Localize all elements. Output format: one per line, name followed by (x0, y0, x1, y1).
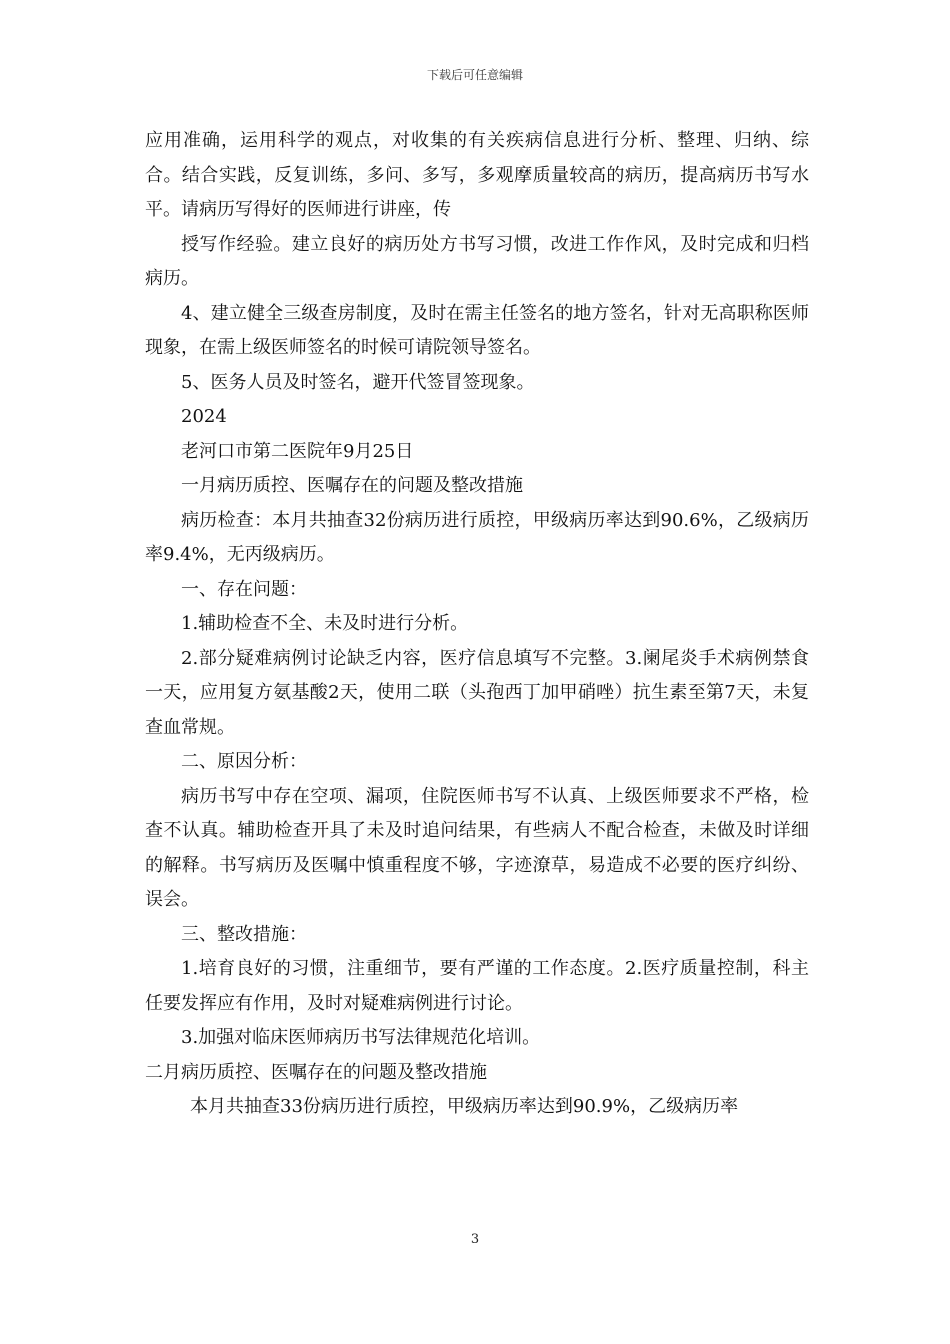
page-number: 3 (470, 1232, 480, 1247)
section-title-january: 一月病历质控、医嘱存在的问题及整改措施 (181, 475, 523, 496)
heading-measures: 三、整改措施： (181, 923, 307, 945)
paragraph-1: 应用准确，运用科学的观点，对收集的有关疾病信息进行分析、整理、归纳、综合。结合实践，反复训练，多问、多写，多观摩质量较高的病历，提高病历书写水平。请病历写得好的医师进行讲座，传 (145, 130, 809, 220)
paragraph-4: 5、医务人员及时签名，避开代签冒签现象。 (181, 371, 535, 393)
paragraph-2: 授写作经验。建立良好的病历处方书写习惯，改进工作作风，及时完成和归档病历。 (145, 233, 809, 289)
problem-2-3: 2.部分疑难病例讨论缺乏内容，医疗信息填写不完整。3.阑尾炎手术病例禁食一天，应用复方氨基酸2天，使用二联（头孢西丁加甲硝唑）抗生素至第7天，未复查血常规。 (145, 647, 809, 738)
paragraph-analysis: 病历书写中存在空项、漏项，住院医师书写不认真、上级医师要求不严格，检查不认真。辅助检查开具了未及时追问结果，有些病人不配合检查，未做及时详细的解释。书写病历及医嘱中慎重程度不够，字迹潦草，易造成不必要的医疗纠纷、误会。 (145, 785, 809, 910)
measure-3: 3.加强对临床医师病历书写法律规范化培训。 (181, 1027, 541, 1048)
heading-analysis: 二、原因分析： (181, 751, 307, 772)
document-body (145, 124, 809, 1125)
paragraph-signature: 老河口市第二医院年9月25日 (181, 440, 414, 462)
paragraph-inspection: 病历检查：本月共抽查32份病历进行质控，甲级病历率达到90.6%，乙级病历率9.4%，无丙级病历。 (145, 509, 809, 565)
measure-1-2: 1.培育良好的习惯，注重细节，要有严谨的工作态度。2.医疗质量控制，科主任要发挥应有作用，及时对疑难病例进行讨论。 (145, 958, 809, 1014)
section-title-february: 二月病历质控、医嘱存在的问题及整改措施 (145, 1061, 487, 1083)
paragraph-year: 2024 (181, 406, 227, 427)
heading-problems: 一、存在问题： (181, 578, 307, 600)
problem-1: 1.辅助检查不全、未及时进行分析。 (181, 613, 469, 634)
paragraph-february-inspection: 本月共抽查33份病历进行质控，甲级病历率达到90.9%，乙级病历率 (190, 1096, 739, 1117)
paragraph-3: 4、建立健全三级查房制度，及时在需主任签名的地方签名，针对无高职称医师现象，在需上级医师签名的时候可请院领导签名。 (145, 302, 809, 358)
page-header: 下载后可任意编辑 (426, 68, 523, 82)
